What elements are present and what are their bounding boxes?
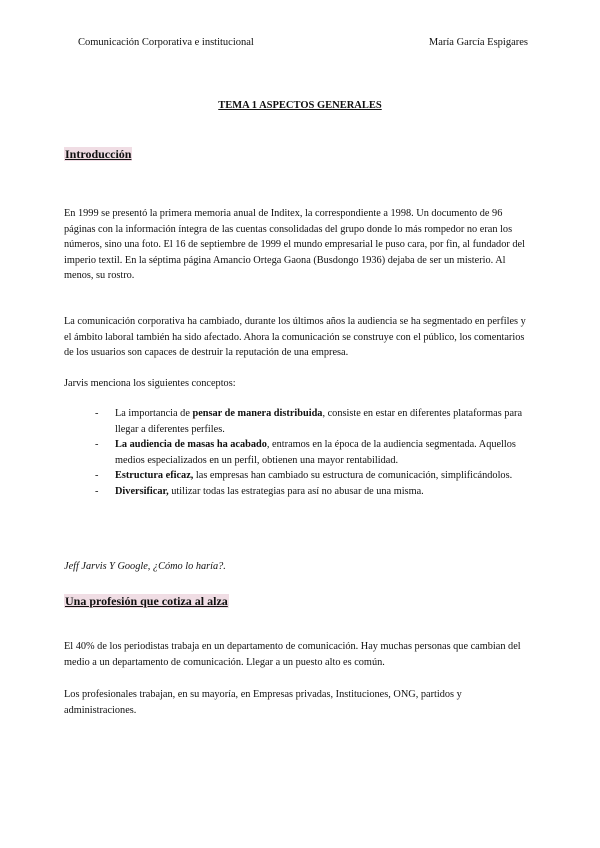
list-item xyxy=(64,468,530,484)
bullet-text-bold: pensar de manera distribuida xyxy=(192,408,323,419)
bullet-text-post: las empresas han cambiado su estructura de comunicación, simplificándolos. xyxy=(193,470,513,482)
concepts-list xyxy=(64,406,530,500)
header-right: María García Espigares xyxy=(428,37,528,48)
page-title xyxy=(0,100,600,111)
bullet-text-post: , entramos en la época de la audiencia segmentada. Aquellos medios especializados en un perfil, obtienen una mayor rentabilidad. xyxy=(115,439,516,466)
bullet-text-post: utilizar todas las estrategias para así no abusar de una misma. xyxy=(168,485,424,497)
bullet-text-bold: Estructura eficaz, xyxy=(115,470,194,482)
paragraph-professionals: Los profesionales trabajan, en su mayoría, en Empresas privadas, Instituciones, ONG, partidos y administraciones. xyxy=(64,689,462,716)
paragraph-inditex: En 1999 se presentó la primera memoria anual de Inditex, la correspondiente a 1998. Un documento de 96 páginas con la información íntegra de las cuentas consolidadas del grupo donde lo más rompedor no eran los números, sino una foto. El 16 de septiembre de 1999 el mundo empresarial le puso cara, por fin, al fundador del imperio textil. En la séptima página Amancio Ortega Gaona (Busdongo 1936) dejaba de ser un misterio. Al menos, su rostro. xyxy=(64,208,525,282)
list-item xyxy=(64,406,530,437)
paragraph-corporate-communication: La comunicación corporativa ha cambiado, durante los últimos años la audiencia se ha segmentado en perfiles y el ámbito laboral también ha sido afectado. Ahora la comunicación se construye con el público, los comentarios de los usuarios son capaces de destruir la reputación de una empresa. xyxy=(64,316,526,359)
paragraph-journalists: El 40% de los periodistas trabaja en un departamento de comunicación. Hay muchas personas que cambian del medio a un departamento de comunicación. Llegar a un puesto alto es común. xyxy=(64,641,521,668)
paragraph-jarvis-intro: Jarvis menciona los siguientes conceptos: xyxy=(64,378,236,389)
section-heading-profession xyxy=(64,594,229,609)
list-item xyxy=(64,484,530,500)
bullet-text-pre: La importancia de xyxy=(115,408,193,419)
bullet-dash: - xyxy=(95,408,99,419)
bullet-dash: - xyxy=(95,439,99,451)
list-item xyxy=(64,437,530,468)
page-title-text: TEMA 1 ASPECTOS GENERALES xyxy=(218,100,382,111)
bullet-text-post: , consiste en estar en diferentes plataformas para llegar a diferentes perfiles. xyxy=(115,408,523,435)
bullet-text-bold: La audiencia de masas ha acabado xyxy=(115,439,267,451)
quote-reference: Jeff Jarvis Y Google, ¿Cómo lo haría?. xyxy=(64,561,226,572)
section-heading-intro xyxy=(64,147,132,162)
bullet-text-bold: Diversificar, xyxy=(115,485,169,497)
bullet-dash: - xyxy=(95,470,99,482)
header-left: Comunicación Corporativa e institucional xyxy=(78,37,254,48)
bullet-dash: - xyxy=(95,485,99,497)
section-heading-profession-text: Una profesión que cotiza al alza xyxy=(65,594,228,608)
section-heading-intro-text: Introducción xyxy=(65,147,132,161)
